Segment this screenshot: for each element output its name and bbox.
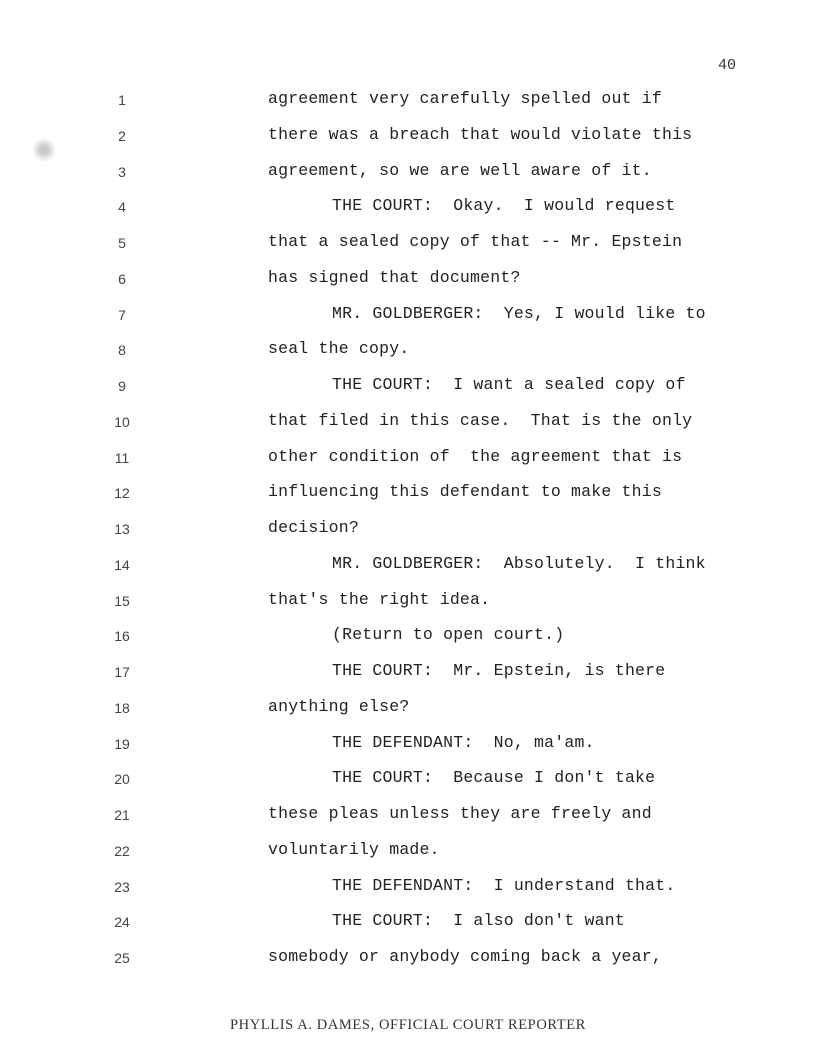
- line-number: 14: [114, 556, 130, 573]
- transcript-line: [0, 873, 816, 909]
- line-number: 22: [114, 842, 130, 859]
- transcript-line: [0, 837, 816, 873]
- line-text: seal the copy.: [268, 339, 410, 359]
- line-text: agreement, so we are well aware of it.: [268, 160, 652, 180]
- transcript-line: [0, 158, 816, 194]
- transcript-line: [0, 622, 816, 658]
- transcript-line: [0, 479, 816, 515]
- page-number: 40: [717, 57, 736, 74]
- line-number: 8: [118, 342, 126, 359]
- line-number: 6: [118, 270, 126, 287]
- line-text: has signed that document?: [268, 267, 521, 287]
- line-number: 4: [118, 199, 126, 216]
- transcript-line: [0, 944, 816, 980]
- transcript-line: [0, 694, 816, 730]
- transcript-line: [0, 86, 816, 122]
- line-number: 10: [114, 413, 130, 430]
- line-text: THE COURT: I also don't want: [332, 911, 625, 931]
- line-text: anything else?: [268, 696, 410, 716]
- transcript-line: [0, 801, 816, 837]
- transcript-line: [0, 408, 816, 444]
- line-number: 23: [114, 878, 130, 895]
- line-text: agreement very carefully spelled out if: [268, 89, 662, 108]
- line-number: 18: [114, 699, 130, 716]
- line-number: 9: [118, 378, 126, 394]
- line-number: 2: [118, 127, 126, 144]
- line-text: somebody or anybody coming back a year,: [268, 947, 662, 966]
- transcript-line: [0, 229, 816, 265]
- court-reporter-footer: PHYLLIS A. DAMES, OFFICIAL COURT REPORTER: [230, 1017, 586, 1033]
- transcript-line: [0, 301, 816, 337]
- transcript-body: [0, 86, 816, 980]
- transcript-line: [0, 444, 816, 480]
- line-number: 5: [118, 235, 126, 251]
- line-text: that's the right idea.: [268, 589, 491, 609]
- transcript-line: [0, 122, 816, 158]
- transcript-line: [0, 515, 816, 551]
- line-text: decision?: [268, 518, 359, 537]
- line-number: 21: [114, 807, 130, 823]
- line-text: MR. GOLDBERGER: Absolutely. I think: [332, 553, 706, 573]
- transcript-line: [0, 265, 816, 301]
- line-number: 1: [118, 92, 126, 108]
- line-text: THE COURT: I want a sealed copy of: [332, 375, 686, 394]
- transcript-line: [0, 551, 816, 587]
- line-text: THE DEFENDANT: No, ma'am.: [332, 732, 595, 752]
- transcript-line: [0, 193, 816, 229]
- line-number: 19: [114, 735, 130, 752]
- line-number: 12: [114, 485, 130, 502]
- line-number: 3: [118, 163, 126, 180]
- line-number: 15: [114, 592, 130, 609]
- line-number: 17: [114, 664, 130, 680]
- line-text: (Return to open court.): [332, 625, 565, 645]
- line-number: 11: [114, 449, 130, 466]
- line-text: that filed in this case. That is the only: [268, 410, 693, 430]
- line-text: THE COURT: Mr. Epstein, is there: [332, 661, 666, 680]
- line-number: 13: [114, 521, 130, 537]
- transcript-line: [0, 730, 816, 766]
- line-number: 24: [114, 914, 130, 931]
- transcript-line: [0, 658, 816, 694]
- transcript-line: [0, 908, 816, 944]
- line-text: there was a breach that would violate this: [268, 124, 693, 144]
- line-number: 25: [114, 950, 130, 966]
- line-text: influencing this defendant to make this: [268, 482, 662, 502]
- transcript-line: [0, 372, 816, 408]
- transcript-line: [0, 587, 816, 623]
- line-text: THE COURT: Okay. I would request: [332, 196, 676, 216]
- line-text: THE COURT: Because I don't take: [332, 768, 656, 788]
- transcript-line: [0, 765, 816, 801]
- line-text: THE DEFENDANT: I understand that.: [332, 875, 676, 895]
- line-text: voluntarily made.: [268, 839, 440, 859]
- line-text: MR. GOLDBERGER: Yes, I would like to: [332, 303, 706, 323]
- line-number: 16: [114, 628, 130, 645]
- line-number: 20: [114, 771, 130, 788]
- transcript-line: [0, 336, 816, 372]
- line-number: 7: [118, 306, 126, 323]
- line-text: other condition of the agreement that is: [268, 446, 683, 466]
- line-text: that a sealed copy of that -- Mr. Epstein: [268, 232, 683, 251]
- line-text: these pleas unless they are freely and: [268, 804, 652, 823]
